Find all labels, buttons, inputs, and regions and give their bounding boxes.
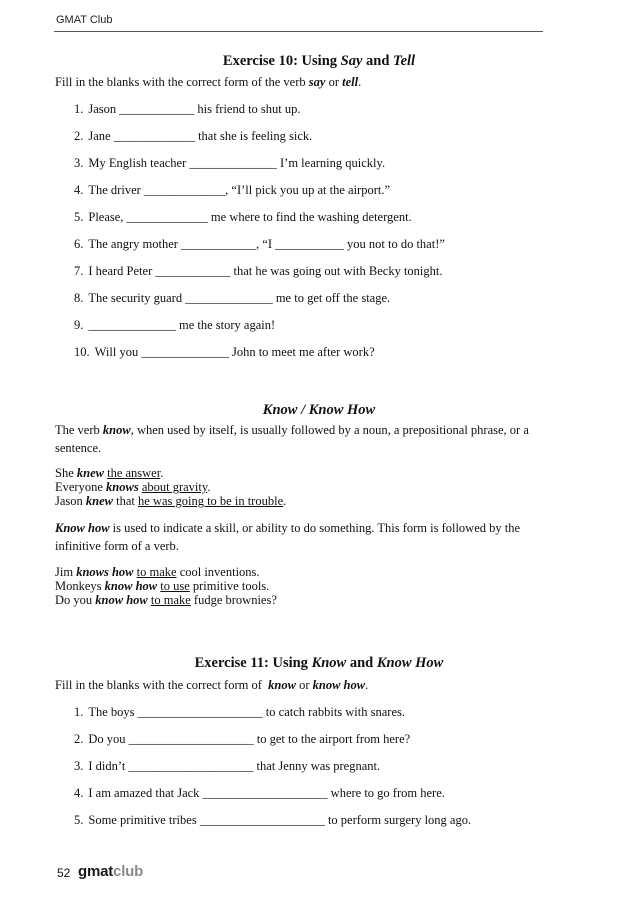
example-line: [55, 480, 545, 494]
example-text: Do you: [55, 593, 96, 607]
item-text: Do you ____________________ to get to the airport from here?: [88, 732, 411, 746]
example-line: [55, 593, 545, 607]
page-header-label: GMAT Club: [56, 14, 113, 26]
item-number: 6.: [74, 237, 84, 251]
instr-text: Fill in the blanks with the correct form of the verb: [55, 75, 309, 89]
item-text: The boys ____________________ to catch rabbits with snares.: [88, 705, 405, 719]
example-underlined: to make: [136, 565, 177, 579]
gmatclub-logo: [78, 863, 143, 880]
example-underlined: to use: [160, 579, 190, 593]
example-text: primitive tools.: [189, 579, 270, 593]
item-text: Jason ____________ his friend to shut up.: [88, 102, 301, 116]
example-text: cool inventions.: [176, 565, 260, 579]
title-keyword: Know: [311, 655, 347, 671]
example-text: She: [55, 466, 77, 480]
know-paragraph: [55, 422, 545, 457]
instr-text: .: [358, 75, 362, 89]
item-text: My English teacher ______________ I’m learning quickly.: [88, 156, 386, 170]
para-text: , when used by itself, is usually followed by a noun, a prepositional phrase, or a sentence.: [55, 423, 529, 455]
item-text: Please, _____________ me where to find the washing detergent.: [88, 210, 412, 224]
title-text: and: [346, 655, 377, 671]
exercise-10-item: [74, 318, 275, 333]
exercise-10-item: [74, 264, 442, 279]
instr-text: or: [325, 75, 343, 89]
logo-text: gmat: [78, 863, 114, 880]
example-text: Everyone: [55, 480, 107, 494]
logo-text: club: [113, 863, 144, 880]
exercise-10-item: [74, 129, 312, 144]
example-keyword: knew: [76, 466, 104, 480]
title-text: and: [362, 53, 394, 69]
item-number: 1.: [74, 102, 84, 116]
item-number: 2.: [74, 732, 84, 746]
para-keyword: know: [102, 423, 131, 437]
exercise-11-title: [0, 655, 638, 672]
exercise-11-item: [74, 786, 445, 801]
exercise-11-item: [74, 759, 380, 774]
instr-text: Fill in the blanks with the correct form of: [55, 678, 269, 692]
know-how-examples: [55, 565, 545, 607]
item-text: Will you ______________ John to meet me after work?: [94, 345, 375, 359]
instr-keyword: tell: [342, 75, 359, 89]
instr-keyword: know how: [312, 678, 366, 692]
exercise-10-item: [74, 156, 385, 171]
page-number: 52: [57, 866, 71, 880]
exercise-11-item: [74, 732, 410, 747]
para-keyword: Know how: [55, 521, 110, 535]
example-underlined: to make: [150, 593, 191, 607]
instr-keyword: know: [268, 678, 296, 692]
para-text: is used to indicate a skill, or ability to do something. This form is followed by the infinitive form of a verb.: [55, 521, 521, 553]
exercise-10-title: [0, 53, 638, 70]
exercise-10-item: [74, 345, 375, 360]
item-text: I didn’t ____________________ that Jenny was pregnant.: [88, 759, 381, 773]
example-text: that: [113, 494, 138, 508]
item-number: 8.: [74, 291, 84, 305]
example-text: fudge brownies?: [190, 593, 277, 607]
example-line: [55, 466, 545, 480]
item-text: Some primitive tribes ____________________ to perform surgery long ago.: [88, 813, 472, 827]
item-number: 5.: [74, 813, 84, 827]
exercise-10-item: [74, 102, 301, 117]
example-text: .: [207, 480, 211, 494]
example-text: .: [160, 466, 164, 480]
title-text: Exercise 11: Using: [194, 655, 312, 671]
example-underlined: the answer: [107, 466, 161, 480]
header-divider: [54, 31, 543, 32]
title-text: Exercise 10: Using: [222, 53, 341, 69]
item-text: The angry mother ____________, “I ___________ you not to do that!”: [88, 237, 445, 251]
example-text: Jason: [55, 494, 86, 508]
exercise-10-item: [74, 237, 445, 252]
instr-text: or: [295, 678, 313, 692]
example-line: [55, 565, 545, 579]
item-number: 7.: [74, 264, 84, 278]
item-number: 3.: [74, 759, 84, 773]
title-keyword: Know How: [376, 655, 444, 671]
item-number: 5.: [74, 210, 84, 224]
para-text: The verb: [55, 423, 103, 437]
item-number: 4.: [74, 786, 84, 800]
exercise-10-item: [74, 210, 412, 225]
know-how-title: Know / Know How: [262, 402, 376, 418]
item-text: I heard Peter ____________ that he was going out with Becky tonight.: [88, 264, 443, 278]
item-text: I am amazed that Jack ____________________ where to go from here.: [88, 786, 445, 800]
example-keyword: knew: [85, 494, 113, 508]
example-text: Monkeys: [55, 579, 105, 593]
exercise-10-item: [74, 183, 390, 198]
exercise-10-item: [74, 291, 390, 306]
item-text: The security guard ______________ me to get off the stage.: [88, 291, 391, 305]
item-number: 3.: [74, 156, 84, 170]
example-keyword: knows how: [76, 565, 134, 579]
item-number: 10.: [74, 345, 90, 359]
example-line: [55, 494, 545, 508]
exercise-11-instructions: [55, 677, 545, 695]
item-number: 1.: [74, 705, 84, 719]
know-how-paragraph: [55, 520, 545, 555]
item-number: 9.: [74, 318, 84, 332]
title-keyword: Say: [340, 53, 363, 69]
item-number: 4.: [74, 183, 84, 197]
exercise-10-instructions: [55, 74, 545, 92]
example-keyword: know how: [104, 579, 158, 593]
title-keyword: Tell: [393, 53, 416, 69]
example-line: [55, 579, 545, 593]
instr-keyword: say: [308, 75, 326, 89]
example-text: .: [283, 494, 287, 508]
example-keyword: know how: [95, 593, 148, 607]
item-text: Jane _____________ that she is feeling sick.: [88, 129, 313, 143]
example-underlined: he was going to be in trouble: [138, 494, 284, 508]
example-underlined: about gravity: [141, 480, 208, 494]
exercise-11-item: [74, 813, 471, 828]
item-text: The driver _____________, “I’ll pick you up at the airport.”: [88, 183, 391, 197]
exercise-11-item: [74, 705, 405, 720]
know-examples: [55, 466, 545, 508]
item-text: ______________ me the story again!: [88, 318, 276, 332]
item-number: 2.: [74, 129, 84, 143]
instr-text: .: [365, 678, 369, 692]
example-keyword: knows: [106, 480, 139, 494]
example-text: Jim: [55, 565, 77, 579]
